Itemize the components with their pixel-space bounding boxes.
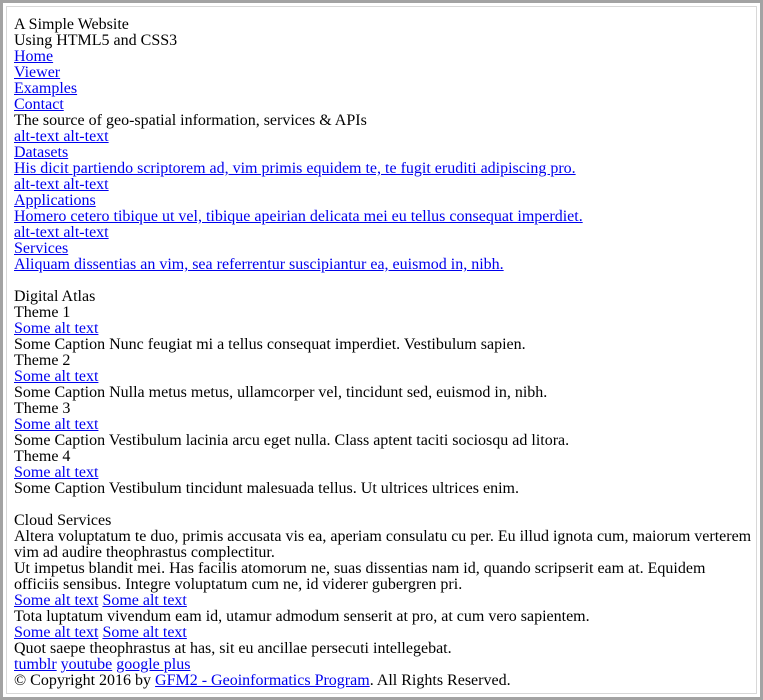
theme-image-link[interactable]: Some alt text	[14, 368, 99, 385]
theme-caption: Some Caption Nunc feugiat mi a tellus consequat imperdiet. Vestibulum sapien.	[14, 336, 526, 353]
theme-image-link[interactable]: Some alt text	[14, 416, 99, 433]
social-links	[14, 657, 754, 673]
feature-desc-services[interactable]: Aliquam dissentias an vim, sea referrentur suscipiantur ea, euismod in, nibh.	[14, 256, 504, 273]
page-content	[14, 17, 754, 689]
nav-link-home[interactable]: Home	[14, 48, 54, 65]
cloud-heading: Cloud Services	[14, 512, 112, 529]
cloud-row-1-text: Tota luptatum vivendum eam id, utamur admodum senserit at pro, at cum vero sapientem.	[14, 608, 590, 625]
cloud-image-link[interactable]: Some alt text	[14, 624, 99, 641]
cloud-paragraph-1: Altera voluptatum te duo, primis accusata vis ea, aperiam consulatu cu per. Eu illud ignota cum, maiorum verterem vim ad audire theophrastus complectitur.	[14, 528, 752, 561]
nav-link-contact[interactable]: Contact	[14, 96, 64, 113]
feature-desc-datasets[interactable]: His dicit partiendo scriptorem ad, vim primis equidem te, te fugit eruditi adipiscing pro.	[14, 160, 576, 177]
theme-image-link[interactable]: Some alt text	[14, 320, 99, 337]
theme-title: Theme 2	[14, 352, 71, 369]
page-viewport	[6, 6, 757, 694]
social-link-google-plus[interactable]: google plus	[116, 656, 191, 673]
cloud-image-link[interactable]: Some alt text	[102, 624, 187, 641]
copyright-prefix: © Copyright 2016 by	[14, 672, 152, 689]
org-link[interactable]: GFM2 - Geoinformatics Program	[155, 672, 370, 689]
nav-contact	[14, 97, 754, 113]
social-link-youtube[interactable]: youtube	[60, 656, 113, 673]
theme-title: Theme 1	[14, 304, 71, 321]
cloud-paragraph-2: Ut impetus blandit mei. Has facilis atomorum ne, suas dissentias nam id, quando scripserit eam at. Equidem officiis sensibus. Integre voluptatum cum ne, id viderer gubergren pri.	[14, 560, 706, 593]
feature-image-datasets[interactable]: alt-text alt-text	[14, 128, 109, 145]
feature-image-applications[interactable]: alt-text alt-text	[14, 176, 109, 193]
feature-title-applications[interactable]: Applications	[14, 192, 96, 209]
cloud-image-link[interactable]: Some alt text	[102, 592, 187, 609]
copyright-suffix: . All Rights Reserved.	[369, 672, 511, 689]
theme-caption: Some Caption Vestibulum tincidunt malesuada tellus. Ut ultrices ultrices enim.	[14, 480, 519, 497]
nav-home	[14, 49, 754, 65]
site-title: A Simple Website	[14, 16, 129, 33]
theme-caption: Some Caption Vestibulum lacinia arcu eget nulla. Class aptent taciti sociosqu ad litora.	[14, 432, 570, 449]
copyright-line	[14, 673, 754, 689]
social-link-tumblr[interactable]: tumblr	[14, 656, 57, 673]
atlas-heading: Digital Atlas	[14, 288, 96, 305]
cloud-image-row-1	[14, 593, 754, 609]
cloud-image-link[interactable]: Some alt text	[14, 592, 99, 609]
nav-link-viewer[interactable]: Viewer	[14, 64, 61, 81]
feature-title-services[interactable]: Services	[14, 240, 69, 257]
cloud-image-row-2	[14, 625, 754, 641]
hero-tagline: The source of geo-spatial information, services & APIs	[14, 112, 367, 129]
site-subtitle: Using HTML5 and CSS3	[14, 32, 178, 49]
cloud-row-2-text: Quot saepe theophrastus at has, sit eu ancillae persecuti intellegebat.	[14, 640, 452, 657]
theme-image-link[interactable]: Some alt text	[14, 464, 99, 481]
nav-link-examples[interactable]: Examples	[14, 80, 78, 97]
nav-examples	[14, 81, 754, 97]
feature-desc-applications[interactable]: Homero cetero tibique ut vel, tibique apeirian delicata mei eu tellus consequat imperdiet.	[14, 208, 583, 225]
theme-title: Theme 4	[14, 448, 71, 465]
theme-title: Theme 3	[14, 400, 71, 417]
theme-caption: Some Caption Nulla metus metus, ullamcorper vel, tincidunt sed, euismod in, nibh.	[14, 384, 548, 401]
feature-image-services[interactable]: alt-text alt-text	[14, 224, 109, 241]
nav-viewer	[14, 65, 754, 81]
feature-title-datasets[interactable]: Datasets	[14, 144, 69, 161]
